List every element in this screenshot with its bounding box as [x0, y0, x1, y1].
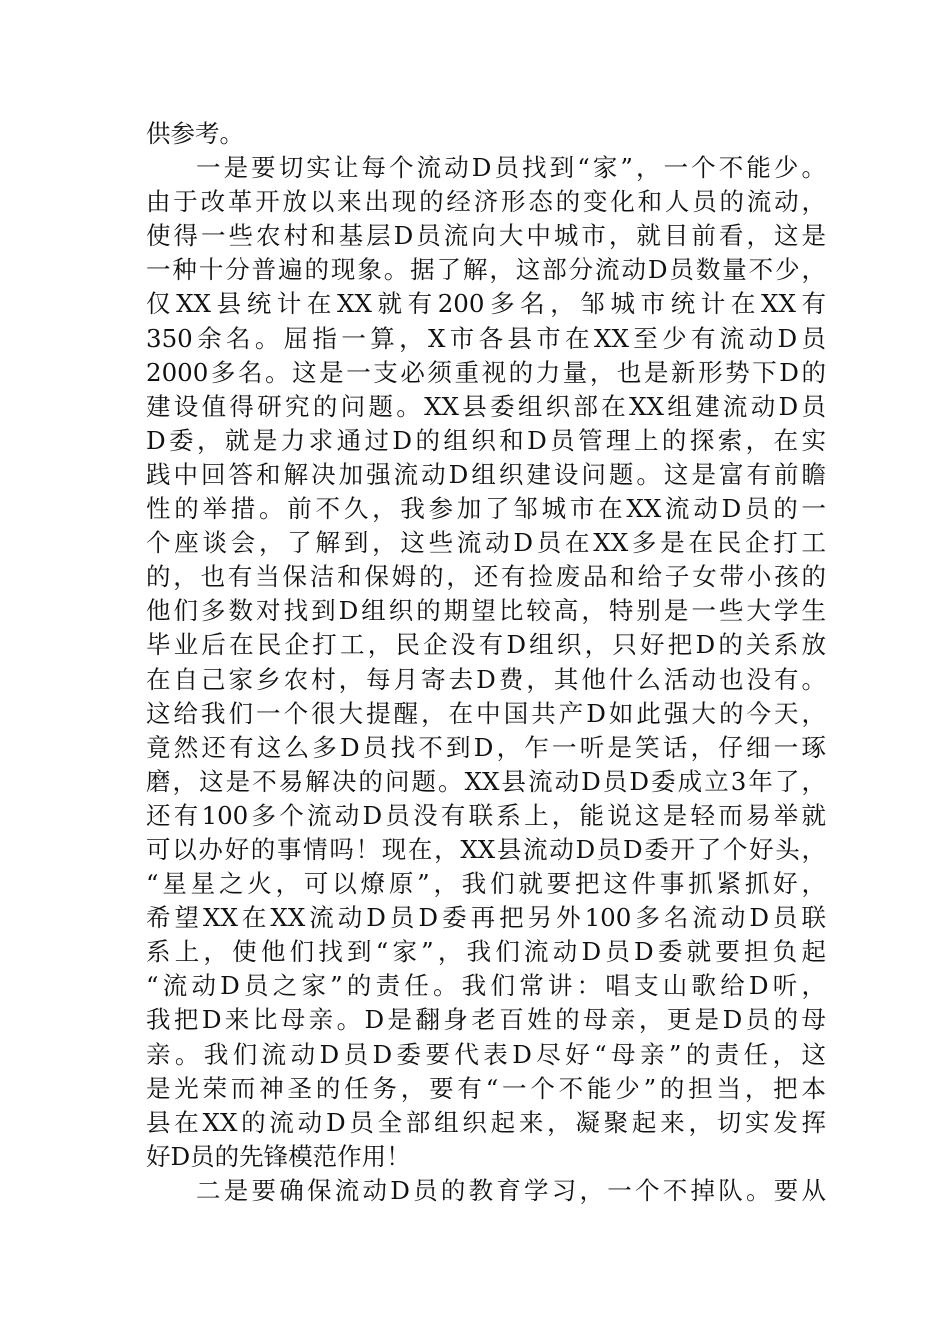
text-line: 建设值得研究的问题。XX县委组织部在XX组建流动D员: [146, 391, 826, 421]
text-line: 350余名。屈指一算，X市各县市在XX至少有流动D员: [146, 323, 826, 353]
text-line: 希望XX在XX流动D员D委再把另外100多名流动D员联: [146, 903, 826, 933]
document-body: [146, 117, 826, 1208]
text-line: 县在XX的流动D员全部组织起来，凝聚起来，切实发挥: [146, 1107, 826, 1137]
text-line: 好D员的先锋模范作用！: [146, 1141, 411, 1171]
text-line: “流动D员之家”的责任。我们常讲：唱支山歌给D听，: [146, 971, 826, 1001]
text-line: 这给我们一个很大提醒，在中国共产D如此强大的今天，: [146, 698, 826, 728]
text-line: D委，就是力求通过D的组织和D员管理上的探索，在实: [146, 425, 826, 455]
text-line: 2000多名。这是一支必须重视的力量，也是新形势下D的: [146, 357, 826, 387]
text-line: 二是要确保流动D员的教育学习，一个不掉队。要从: [196, 1175, 826, 1205]
text-line: 系上，使他们找到“家”，我们流动D员D委就要担负起: [146, 937, 826, 967]
text-line: 他们多数对找到D组织的期望比较高，特别是一些大学生: [146, 596, 826, 626]
text-line: 还有100多个流动D员没有联系上，能说这是轻而易举就: [146, 800, 826, 830]
text-line: 一是要切实让每个流动D员找到“家”，一个不能少。: [196, 153, 826, 183]
text-line: 我把D来比母亲。D是翻身老百姓的母亲，更是D员的母: [146, 1005, 826, 1035]
text-line: 仅XX县统计在XX就有200多名，邹城市统计在XX有: [146, 289, 826, 319]
text-line: 亲。我们流动D员D委要代表D尽好“母亲”的责任，这: [146, 1039, 826, 1069]
text-line: 一种十分普遍的现象。据了解，这部分流动D员数量不少，: [146, 255, 826, 285]
text-line: 在自己家乡农村，每月寄去D费，其他什么活动也没有。: [146, 664, 826, 694]
text-line: 性的举措。前不久，我参加了邹城市在XX流动D员的一: [146, 494, 826, 524]
text-line: 的，也有当保洁和保姆的，还有捡废品和给子女带小孩的: [146, 562, 826, 592]
text-line: “星星之火，可以燎原”，我们就要把这件事抓紧抓好，: [146, 869, 826, 899]
text-line: 毕业后在民企打工，民企没有D组织，只好把D的关系放: [146, 630, 826, 660]
text-line: 竟然还有这么多D员找不到D，乍一听是笑话，仔细一琢: [146, 732, 826, 762]
text-line: 是光荣而神圣的任务，要有“一个不能少”的担当，把本: [146, 1073, 826, 1103]
text-line: 由于改革开放以来出现的经济形态的变化和人员的流动，: [146, 187, 826, 217]
text-line: 可以办好的事情吗！现在，XX县流动D员D委开了个好头，: [146, 834, 826, 864]
text-line: 使得一些农村和基层D员流向大中城市，就目前看，这是: [146, 221, 826, 251]
text-line: 磨，这是不易解决的问题。XX县流动D员D委成立3年了，: [146, 766, 826, 796]
text-line: 个座谈会，了解到，这些流动D员在XX多是在民企打工: [146, 528, 826, 558]
text-line: 践中回答和解决加强流动D组织建设问题。这是富有前瞻: [146, 459, 826, 489]
text-line: 供参考。: [146, 119, 244, 148]
